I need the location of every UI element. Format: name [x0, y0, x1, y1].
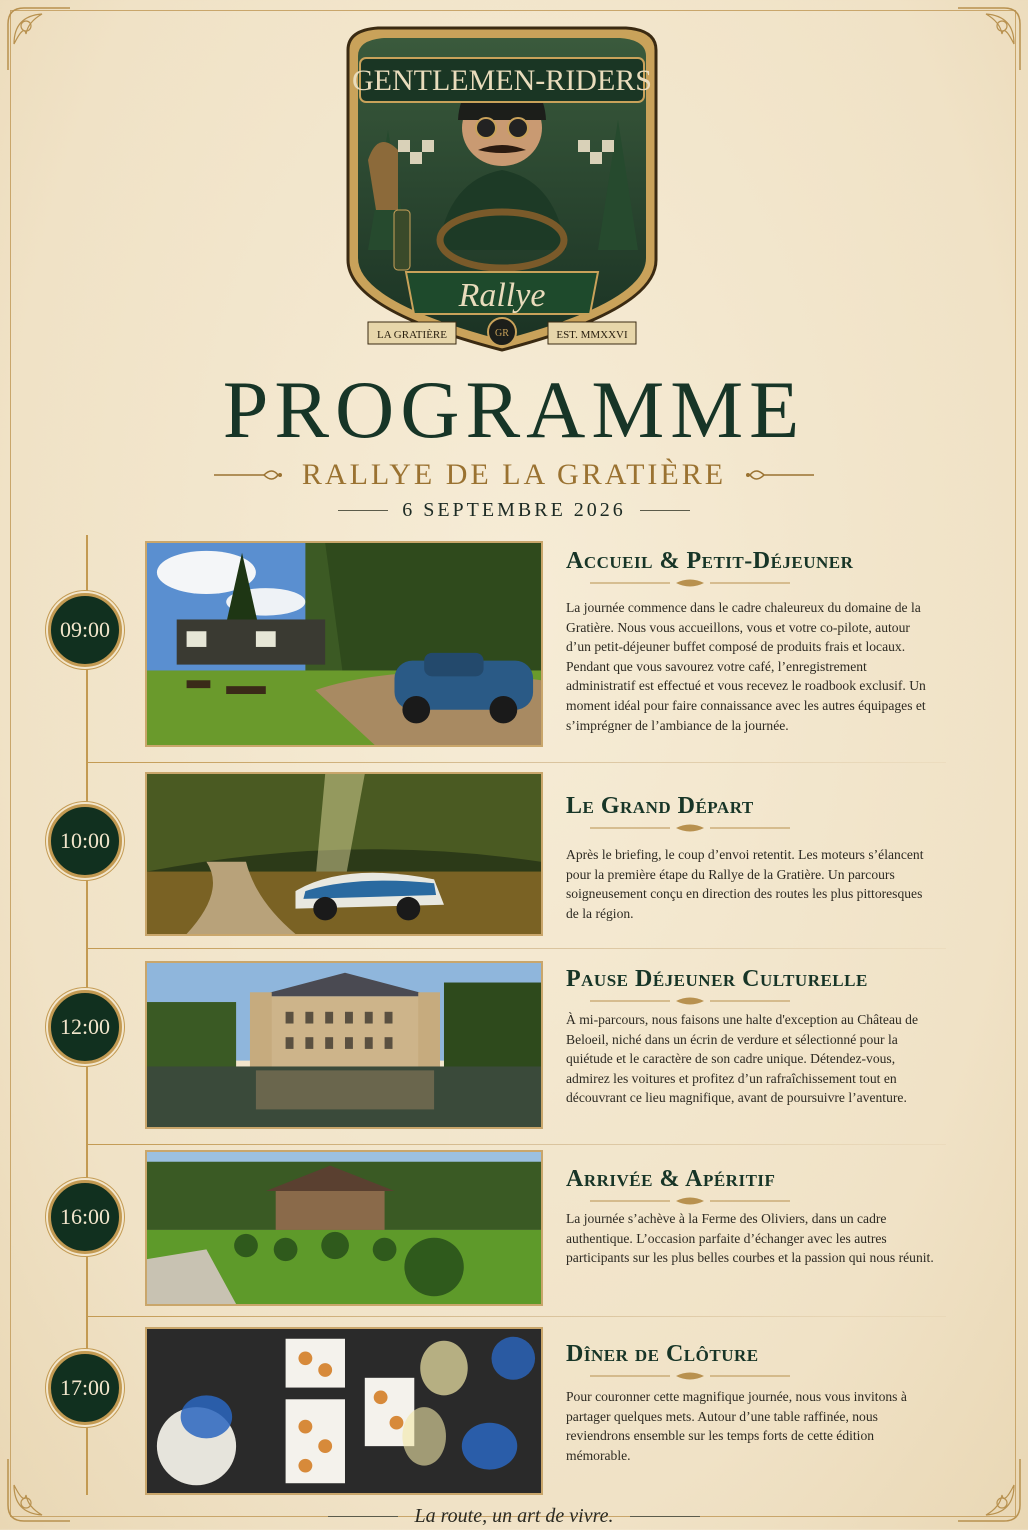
time-badge: 17:00: [48, 1351, 122, 1425]
event-title: Pause Déjeuner Culturelle: [566, 966, 868, 992]
title-flourish-icon: [590, 1196, 790, 1206]
page-title: PROGRAMME: [222, 364, 806, 455]
event-title: Arrivée & Apéritif: [566, 1166, 776, 1192]
subtitle-row: [0, 455, 1028, 495]
svg-text:GR: GR: [495, 328, 509, 339]
timeline-separator: [86, 948, 946, 949]
event-description: Pour couronner cette magnifique journée, nous vous invitons à partager quelques mets. Autour d’une table raffinée, nous reviendrons ensemble sur les temps forts de cette édition mémorable.: [566, 1389, 907, 1463]
event-photo-chateau: [145, 961, 543, 1129]
time-badge: 09:00: [48, 593, 122, 667]
rallye-logo: [328, 10, 676, 360]
event-description: La journée commence dans le cadre chaleureux du domaine de la Gratière. Nous vous accueillons, vous et votre co-pilote, autour d’un petit-déjeuner buffet composé de produits frais et locaux. Pendant que vous savourez votre café, l’enregistrement administratif est effectué et vous recevez le roadbook exclusif. Un moment idéal pour faire connaissance avec les autres équipages et s’imprégner de l’ambiance de la journée.: [566, 600, 926, 733]
event-description: Après le briefing, le coup d’envoi retentit. Les moteurs s’élancent pour la première étape du Rallye de la Gratière. Un parcours soigneusement conçu en direction des routes les plus pittoresques de la région.: [566, 847, 924, 921]
title-flourish-icon: [590, 823, 790, 833]
time-badge: 16:00: [48, 1180, 122, 1254]
event-photo-departure: [145, 772, 543, 936]
event-subtitle: RALLYE DE LA GRATIÈRE: [301, 458, 727, 491]
corner-ornament-icon: [954, 4, 1024, 74]
flourish-left-icon: [214, 467, 284, 483]
svg-text:EST. MMXXVI: EST. MMXXVI: [556, 329, 628, 341]
footer-tagline: La route, un art de vivre.: [414, 1504, 614, 1527]
event-title: Dîner de Clôture: [566, 1341, 759, 1367]
divider: [640, 510, 690, 511]
event-photo-farm: [145, 1150, 543, 1306]
event-photo-dinner: [145, 1327, 543, 1495]
event-description: À mi-parcours, nous faisons une halte d'exception au Château de Beloeil, niché dans un écrin de verdure et sélectionné pour la quiétude et le caractère de son cadre unique. Détendez-vous, admirez les voitures et profitez d’un rafraîchissement tout en découvrant ce lieu magnifique, avant de poursuivre l’aventure.: [566, 1012, 919, 1106]
event-title: Accueil & Petit-Déjeuner: [566, 548, 854, 574]
timeline-separator: [86, 1144, 946, 1145]
title-flourish-icon: [590, 578, 790, 588]
title-flourish-icon: [590, 1371, 790, 1381]
divider: [338, 510, 388, 511]
timeline-separator: [86, 762, 946, 763]
corner-ornament-icon: [4, 4, 74, 74]
date-row: [0, 495, 1028, 525]
svg-text:LA GRATIÈRE: LA GRATIÈRE: [377, 329, 447, 341]
time-badge: 10:00: [48, 804, 122, 878]
svg-text:Rallye: Rallye: [458, 277, 546, 314]
logo-brand-text: GENTLEMEN-RIDERS: [352, 64, 652, 97]
flourish-right-icon: [744, 467, 814, 483]
timeline-separator: [86, 1316, 946, 1317]
event-description: La journée s’achève à la Ferme des Oliviers, dans un cadre authentique. L’occasion parfaite d’échanger avec les autres participants sur les plus belles courbes et la passion qui nous réunit.: [566, 1211, 934, 1266]
divider: [630, 1516, 700, 1517]
time-badge: 12:00: [48, 990, 122, 1064]
event-photo-breakfast: [145, 541, 543, 747]
footer: [0, 1502, 1028, 1530]
divider: [328, 1516, 398, 1517]
event-date: 6 SEPTEMBRE 2026: [402, 498, 626, 521]
title-flourish-icon: [590, 996, 790, 1006]
event-title: Le Grand Départ: [566, 793, 754, 819]
